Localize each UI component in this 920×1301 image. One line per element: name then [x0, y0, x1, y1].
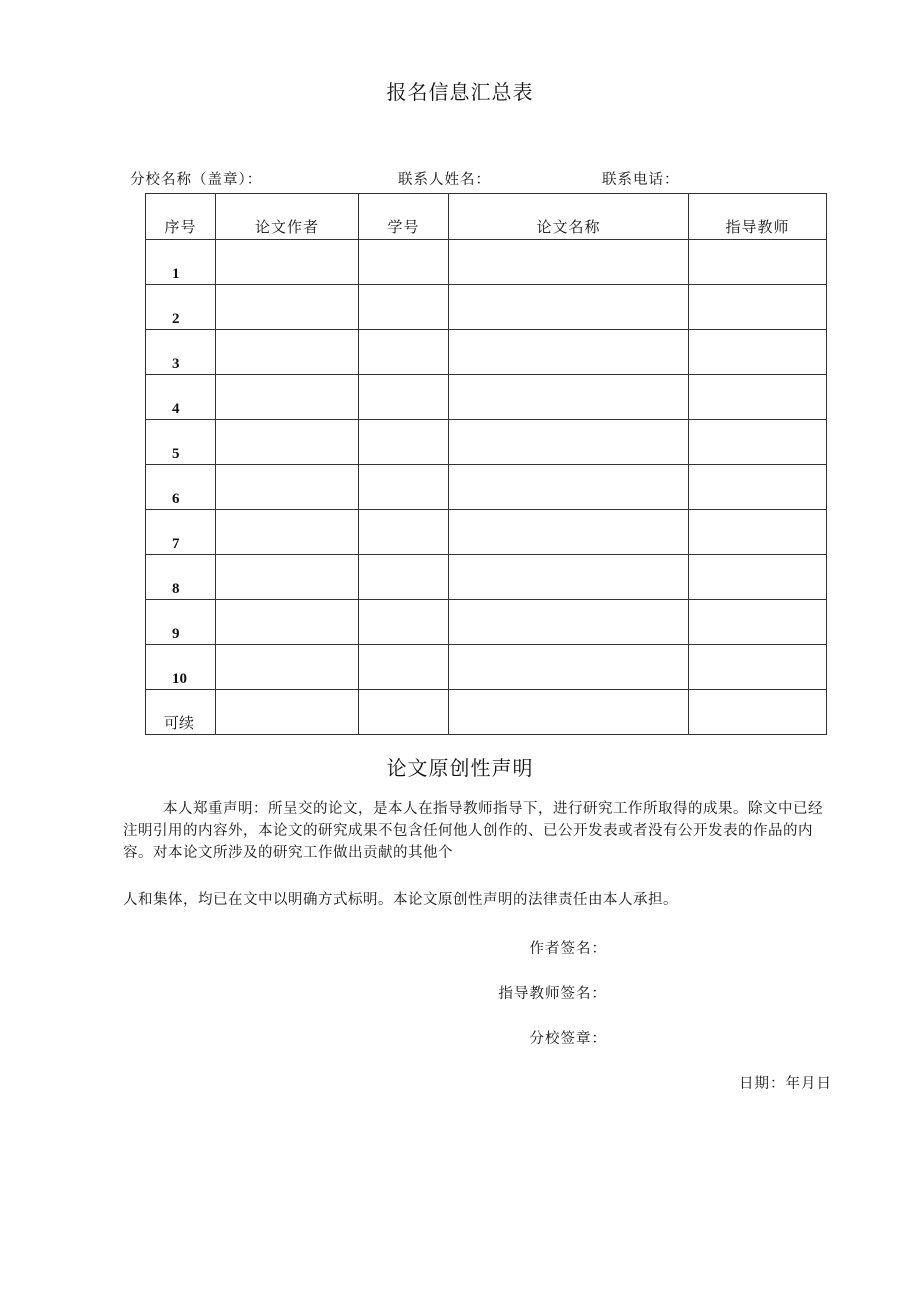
header-serial-number: 序号: [146, 194, 216, 240]
paper-title-cell[interactable]: [449, 240, 689, 285]
advisor-cell[interactable]: [689, 555, 827, 600]
table-row: [146, 510, 827, 555]
declaration-paragraph-2: 人和集体，均已在文中以明确方式标明。本论文原创性声明的法律责任由本人承担。: [123, 892, 678, 908]
row-number: 7: [146, 510, 216, 555]
table-row: [146, 240, 827, 285]
contact-name-label: 联系人姓名：: [398, 172, 491, 188]
header-advisor: 指导教师: [689, 194, 827, 240]
paper-title-cell[interactable]: [449, 600, 689, 645]
advisor-cell[interactable]: [689, 420, 827, 465]
author-signature-label: 作者签名：: [529, 941, 607, 957]
author-cell[interactable]: [216, 465, 359, 510]
table-row: [146, 555, 827, 600]
advisor-cell[interactable]: [689, 285, 827, 330]
author-cell[interactable]: [216, 600, 359, 645]
table-row: [146, 375, 827, 420]
row-number: 3: [146, 330, 216, 375]
student-id-cell[interactable]: [359, 285, 449, 330]
paper-title-cell[interactable]: [449, 690, 689, 735]
row-number: 6: [146, 465, 216, 510]
table-row: [146, 420, 827, 465]
contact-phone-label: 联系电话：: [602, 172, 680, 188]
header-paper-title: 论文名称: [449, 194, 689, 240]
row-number: 10: [146, 645, 216, 690]
form-title: 报名信息汇总表: [386, 80, 534, 104]
row-number: 8: [146, 555, 216, 600]
table-row: [146, 645, 827, 690]
paper-title-cell[interactable]: [449, 375, 689, 420]
declaration-paragraph-1: 本人郑重声明：所呈交的论文，是本人在指导教师指导下，进行研究工作所取得的成果。除文中已经注明引用的内容外，本论文的研究成果不包含任何他人创作的、已公开发表或者没有公开发表的作品的内容。对本论文所涉及的研究工作做出贡献的其他个: [123, 801, 823, 861]
paper-title-cell[interactable]: [449, 465, 689, 510]
advisor-cell[interactable]: [689, 375, 827, 420]
paper-title-cell[interactable]: [449, 510, 689, 555]
row-number: 1: [146, 240, 216, 285]
branch-name-label: 分校名称（盖章）：: [130, 172, 263, 188]
row-number: 5: [146, 420, 216, 465]
author-cell[interactable]: [216, 420, 359, 465]
author-cell[interactable]: [216, 555, 359, 600]
advisor-cell[interactable]: [689, 240, 827, 285]
header-paper-author: 论文作者: [216, 194, 359, 240]
student-id-cell[interactable]: [359, 600, 449, 645]
author-cell[interactable]: [216, 510, 359, 555]
table-row: [146, 600, 827, 645]
student-id-cell[interactable]: [359, 420, 449, 465]
author-cell[interactable]: [216, 645, 359, 690]
branch-seal-label: 分校签章：: [529, 1031, 607, 1047]
table-row: [146, 465, 827, 510]
registration-table: [145, 193, 827, 735]
student-id-cell[interactable]: [359, 555, 449, 600]
advisor-cell[interactable]: [689, 600, 827, 645]
row-number: 2: [146, 285, 216, 330]
date-label: 日期：年月日: [739, 1076, 832, 1092]
student-id-cell[interactable]: [359, 330, 449, 375]
paper-title-cell[interactable]: [449, 330, 689, 375]
author-cell[interactable]: [216, 330, 359, 375]
student-id-cell[interactable]: [359, 240, 449, 285]
row-number: 9: [146, 600, 216, 645]
author-cell[interactable]: [216, 375, 359, 420]
row-number: 4: [146, 375, 216, 420]
advisor-cell[interactable]: [689, 690, 827, 735]
table-row: [146, 690, 827, 735]
advisor-cell[interactable]: [689, 330, 827, 375]
paper-title-cell[interactable]: [449, 645, 689, 690]
advisor-cell[interactable]: [689, 645, 827, 690]
student-id-cell[interactable]: [359, 510, 449, 555]
paper-title-cell[interactable]: [449, 420, 689, 465]
declaration-title: 论文原创性声明: [386, 756, 534, 780]
table-row: [146, 285, 827, 330]
table-row: [146, 330, 827, 375]
paper-title-cell[interactable]: [449, 285, 689, 330]
table-header-row: [146, 194, 827, 240]
advisor-cell[interactable]: [689, 510, 827, 555]
author-cell[interactable]: [216, 690, 359, 735]
paper-title-cell[interactable]: [449, 555, 689, 600]
header-student-id: 学号: [359, 194, 449, 240]
student-id-cell[interactable]: [359, 375, 449, 420]
advisor-cell[interactable]: [689, 465, 827, 510]
student-id-cell[interactable]: [359, 645, 449, 690]
student-id-cell[interactable]: [359, 465, 449, 510]
author-cell[interactable]: [216, 285, 359, 330]
author-cell[interactable]: [216, 240, 359, 285]
row-number-continued: 可续: [146, 690, 216, 735]
student-id-cell[interactable]: [359, 690, 449, 735]
advisor-signature-label: 指导教师签名：: [498, 986, 607, 1002]
